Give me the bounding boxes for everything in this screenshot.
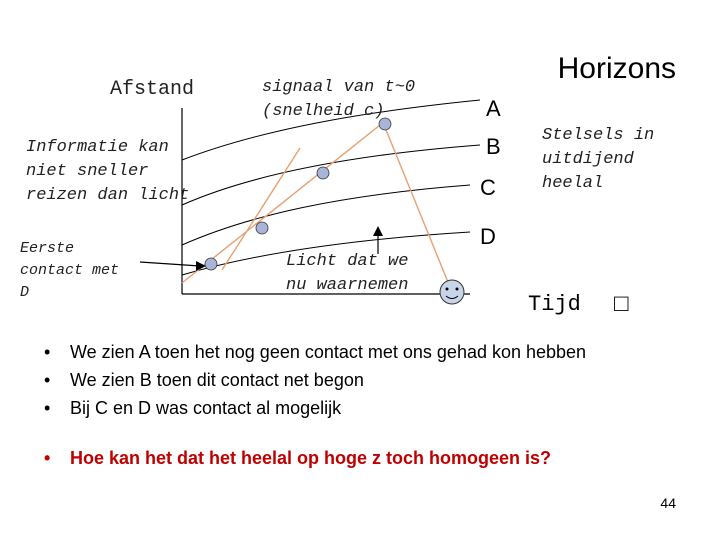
label-signaal: signaal van t~0 (snelheid c) <box>262 78 416 121</box>
page-title: Horizons <box>557 52 676 85</box>
label-informatie: Informatie kan niet sneller reizen dan licht <box>26 138 190 205</box>
curve-label-d: D <box>480 224 496 249</box>
curve-label-c: C <box>480 175 496 200</box>
curve-label-b: B <box>486 134 501 159</box>
page-number: 44 <box>660 495 676 511</box>
arrow-licht-head <box>373 226 383 236</box>
tijd-box-glyph: □ <box>614 290 629 317</box>
dot-d <box>205 258 217 270</box>
bullet-item: • Bij C en D was contact al mogelijk <box>42 394 692 422</box>
dot-b <box>317 167 329 179</box>
bullet-list <box>42 338 692 472</box>
question-bullet: • Hoe kan het dat het heelal op hoge z toch homogeen is? <box>42 444 692 472</box>
curve-c <box>182 185 470 245</box>
curve-label-a: A <box>486 96 501 121</box>
dot-c <box>256 222 268 234</box>
arrow-eerste-contact <box>140 262 200 266</box>
label-eerste-contact: Eerste contact met D <box>20 240 120 301</box>
label-tijd: Tijd <box>528 292 581 317</box>
label-afstand: Afstand <box>110 78 195 101</box>
observer-face-icon <box>440 280 464 304</box>
label-stelsels: Stelsels in uitdijend heelal <box>542 126 655 193</box>
curve-b <box>182 145 480 205</box>
bullet-item: • We zien A toen het nog geen contact met ons gehad kon hebben <box>42 338 692 366</box>
label-licht: Licht dat we nu waarnemen <box>286 252 409 295</box>
bullet-item: • We zien B toen dit contact net begon <box>42 366 692 394</box>
